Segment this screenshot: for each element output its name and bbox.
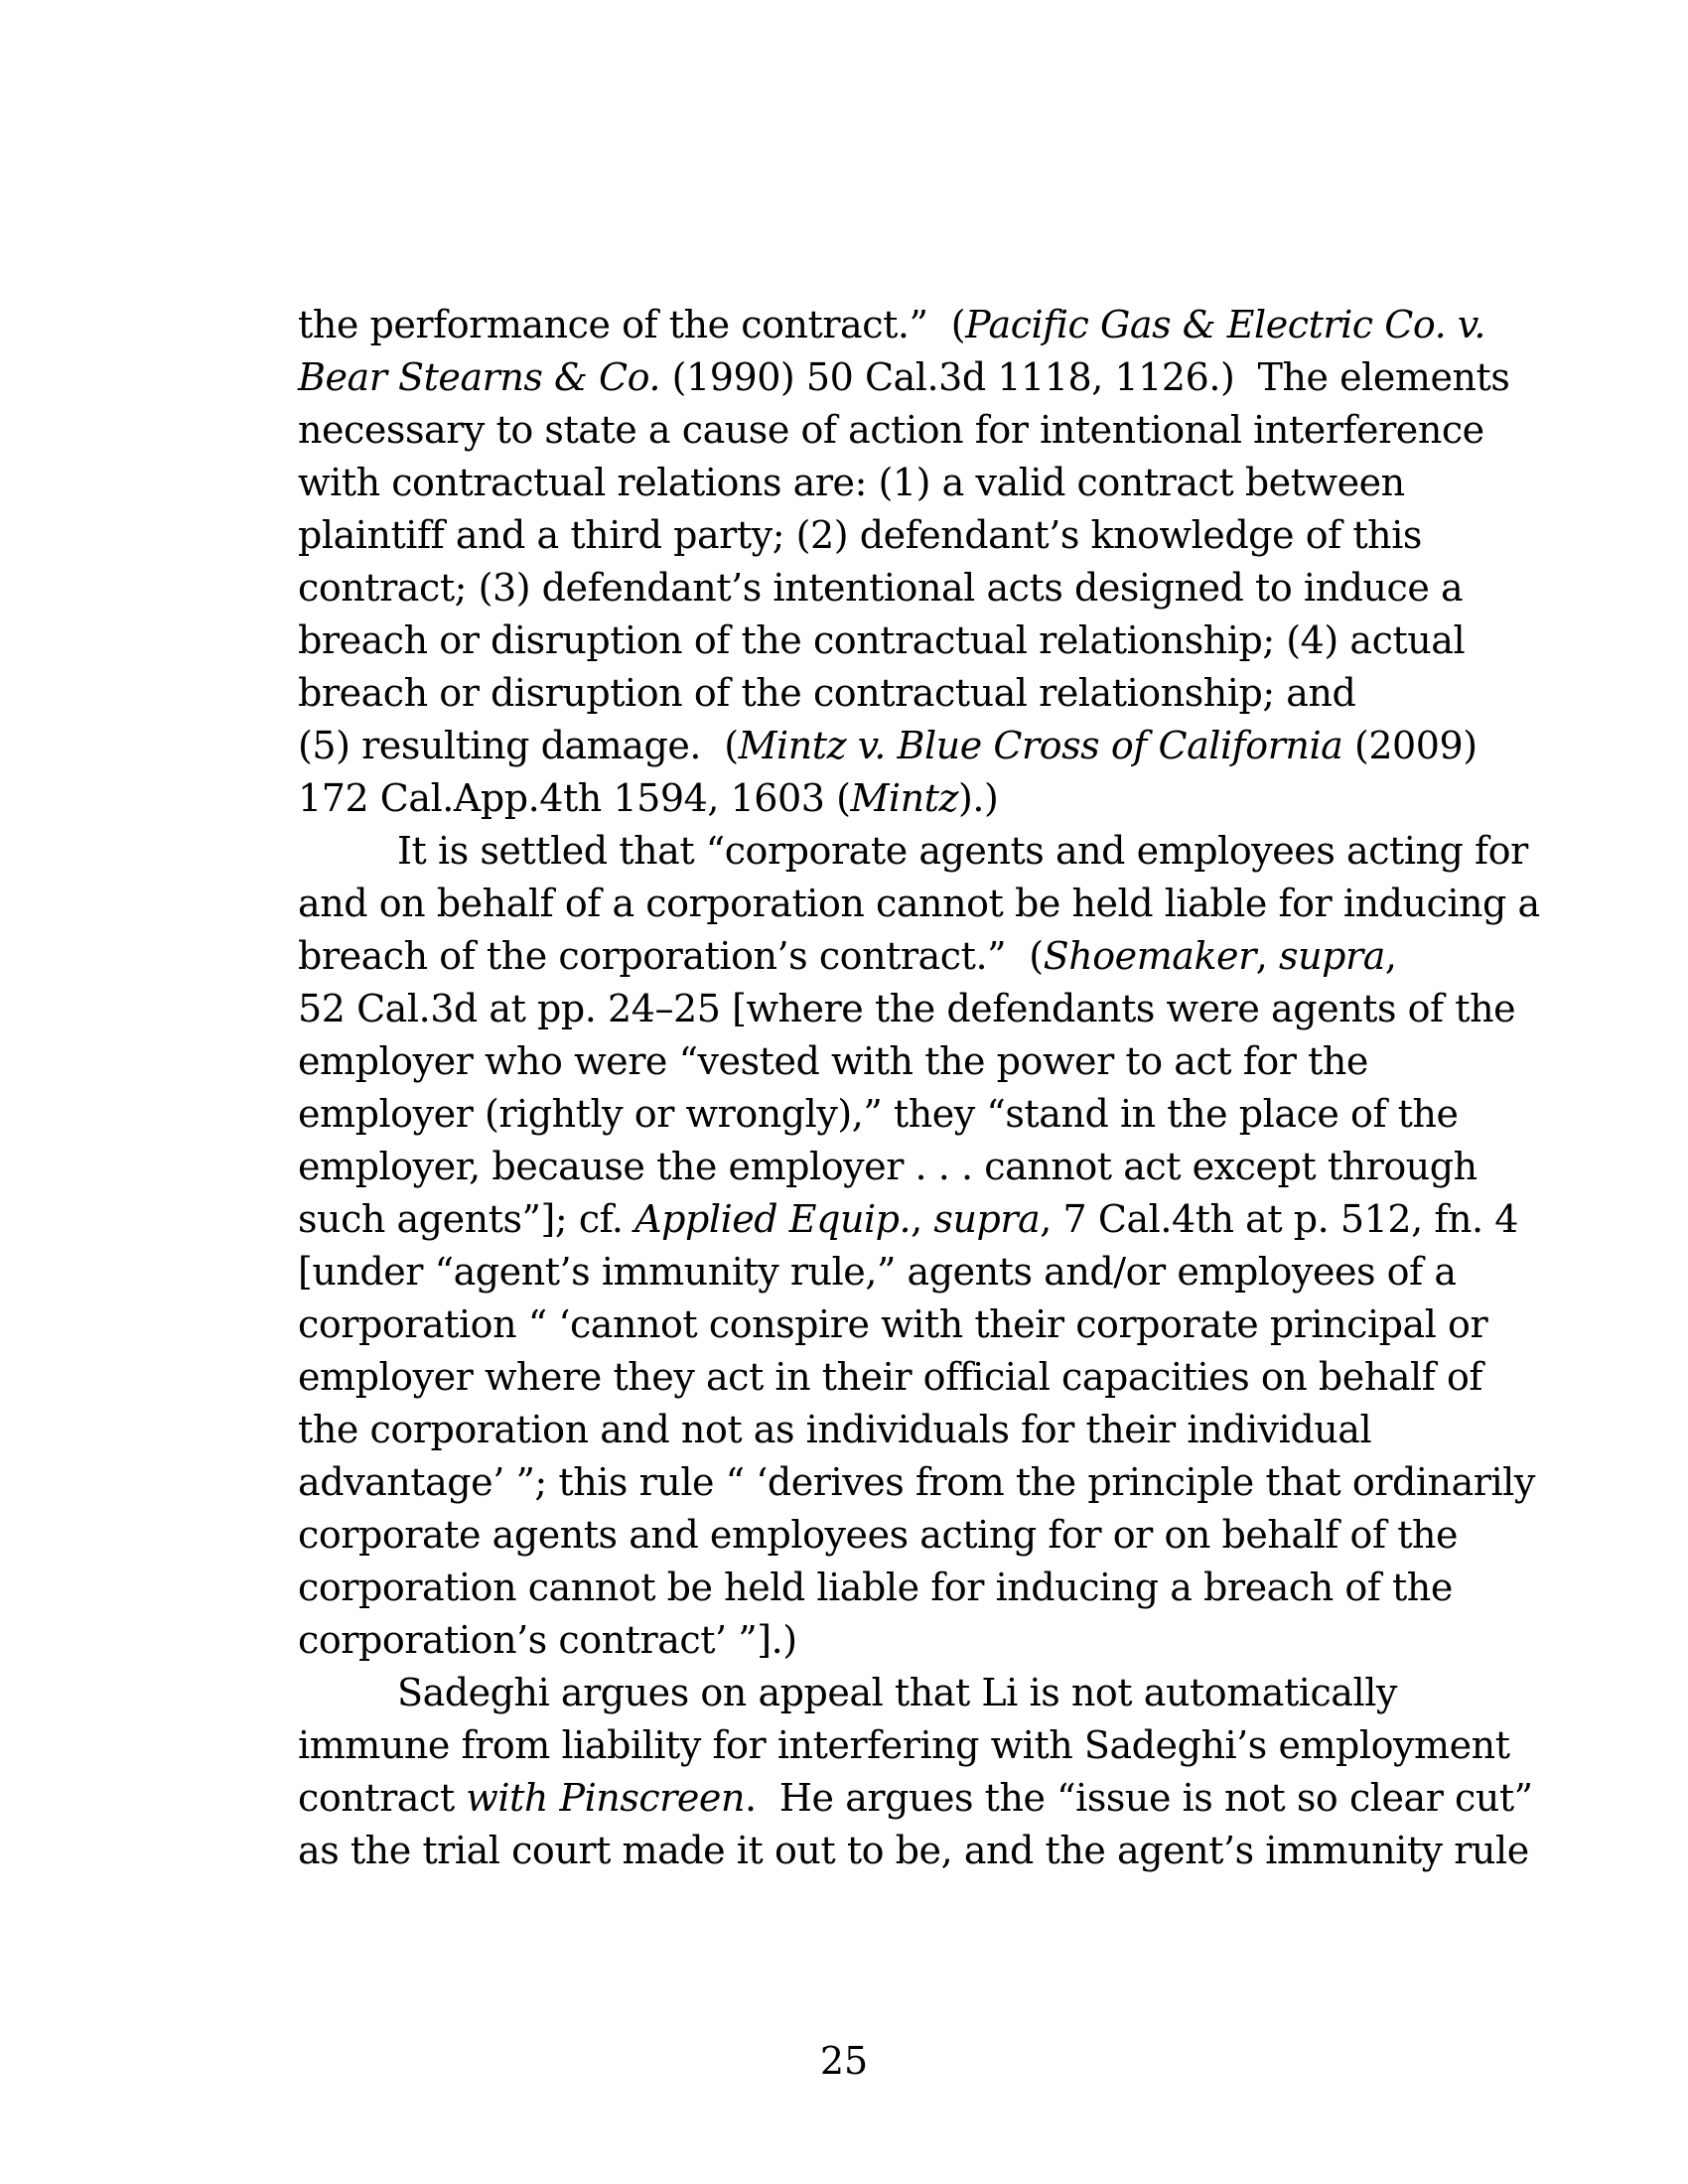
- text-line: [298, 404, 1484, 457]
- body-text-segment: ,: [911, 1197, 934, 1241]
- body-text-segment: necessary to state a cause of action for intentional interference: [298, 408, 1484, 452]
- citation-italic-text: supra: [933, 1197, 1041, 1241]
- citation-italic-text: Applied Equip.: [634, 1197, 912, 1241]
- text-line: [298, 1088, 1460, 1141]
- opinion-body-text: [298, 299, 1540, 1877]
- body-text-segment: the corporation and not as individuals for their individual: [298, 1408, 1372, 1451]
- body-text-segment: and on behalf of a corporation cannot be held liable for inducing a: [298, 882, 1540, 925]
- body-text-segment: It is settled that “corporate agents and employees acting for: [397, 829, 1528, 873]
- body-text-segment: breach or disruption of the contractual relationship; (4) actual: [298, 618, 1466, 662]
- body-text-segment: employer where they act in their official capacities on behalf of: [298, 1355, 1483, 1399]
- text-line: [298, 1562, 1460, 1614]
- text-line: [298, 1193, 1518, 1246]
- text-line: [298, 1456, 1535, 1509]
- body-text-segment: employer who were “vested with the power to act for the: [298, 1039, 1368, 1083]
- citation-italic-text: Shoemaker: [1043, 934, 1256, 978]
- citation-italic-text: Bear Stearns & Co.: [298, 355, 661, 399]
- text-line: [298, 878, 1540, 930]
- body-text-segment: ).): [958, 776, 999, 820]
- body-text-segment: , 7 Cal.4th at p. 512, fn. 4: [1040, 1197, 1518, 1241]
- text-line: [298, 351, 1510, 404]
- body-text-segment: with contractual relations are: (1) a valid contract between: [298, 461, 1405, 504]
- text-line: [298, 299, 1485, 351]
- citation-italic-text: Mintz v. Blue Cross of California: [738, 724, 1343, 767]
- body-text-segment: (2009): [1342, 724, 1477, 767]
- body-text-segment: (1990) 50 Cal.3d 1118, 1126.) The elements: [660, 355, 1510, 399]
- body-text-segment: immune from liability for interfering with Sadeghi’s employment: [298, 1723, 1510, 1767]
- text-line: [298, 1719, 1510, 1772]
- body-text-segment: employer (rightly or wrongly),” they “stand in the place of the: [298, 1092, 1459, 1136]
- body-text-segment: ,: [1384, 934, 1397, 978]
- text-line: [298, 667, 1460, 720]
- body-text-segment: such agents”]; cf.: [298, 1197, 635, 1241]
- text-line: [298, 1667, 1460, 1719]
- body-text-segment: plaintiff and a third party; (2) defendant’s knowledge of this: [298, 513, 1422, 557]
- text-line: [298, 1614, 1460, 1667]
- text-line: [298, 1351, 1483, 1404]
- text-line: [298, 614, 1466, 667]
- text-line: [298, 457, 1460, 509]
- body-text-segment: 172 Cal.App.4th 1594, 1603 (: [298, 776, 851, 820]
- text-line: [298, 825, 1528, 878]
- text-line: [298, 1035, 1460, 1088]
- text-line: [298, 1509, 1460, 1562]
- text-line: [298, 509, 1460, 562]
- text-line: [298, 1404, 1460, 1456]
- body-text-segment: corporation’s contract’ ”].): [298, 1618, 797, 1662]
- body-text-segment: breach of the corporation’s contract.” (: [298, 934, 1044, 978]
- text-line: [298, 983, 1516, 1035]
- body-text-segment: corporate agents and employees acting for or on behalf of the: [298, 1513, 1459, 1557]
- text-line: [298, 1141, 1477, 1193]
- body-text-segment: the performance of the contract.” (: [298, 303, 966, 346]
- body-text-segment: advantage’ ”; this rule “ ‘derives from the principle that ordinarily: [298, 1460, 1535, 1504]
- body-text-segment: breach or disruption of the contractual relationship; and: [298, 671, 1356, 715]
- body-text-segment: employer, because the employer . . . cannot act except through: [298, 1145, 1477, 1188]
- text-line: [298, 562, 1464, 614]
- text-line: [298, 1298, 1488, 1351]
- text-line: [298, 930, 1460, 983]
- body-text-segment: corporation “ ‘cannot conspire with their corporate principal or: [298, 1302, 1488, 1346]
- body-text-segment: (5) resulting damage. (: [298, 724, 739, 767]
- body-text-segment: Sadeghi argues on appeal that Li is not automatically: [397, 1671, 1397, 1714]
- text-line: [298, 772, 1460, 825]
- body-text-segment: . He argues the “issue is not so clear cut”: [744, 1776, 1533, 1820]
- body-text-segment: contract; (3) defendant’s intentional acts designed to induce a: [298, 566, 1464, 610]
- body-text-segment: as the trial court made it out to be, and the agent’s immunity rule: [298, 1829, 1529, 1872]
- body-text-segment: ,: [1255, 934, 1280, 978]
- citation-italic-text: with Pinscreen: [466, 1776, 745, 1820]
- page-number: 25: [819, 2039, 869, 2083]
- body-text-segment: corporation cannot be held liable for inducing a breach of the: [298, 1566, 1453, 1609]
- body-text-segment: 52 Cal.3d at pp. 24–25 [where the defendants were agents of the: [298, 987, 1516, 1030]
- text-line: [298, 1772, 1533, 1825]
- text-line: [298, 1246, 1460, 1298]
- citation-italic-text: supra: [1279, 934, 1385, 978]
- body-text-segment: [under “agent’s immunity rule,” agents and/or employees of a: [298, 1250, 1457, 1294]
- citation-italic-text: Pacific Gas & Electric Co. v.: [965, 303, 1485, 346]
- citation-italic-text: Mintz: [850, 776, 959, 820]
- text-line: [298, 1825, 1529, 1877]
- text-line: [298, 720, 1477, 772]
- body-text-segment: contract: [298, 1776, 467, 1820]
